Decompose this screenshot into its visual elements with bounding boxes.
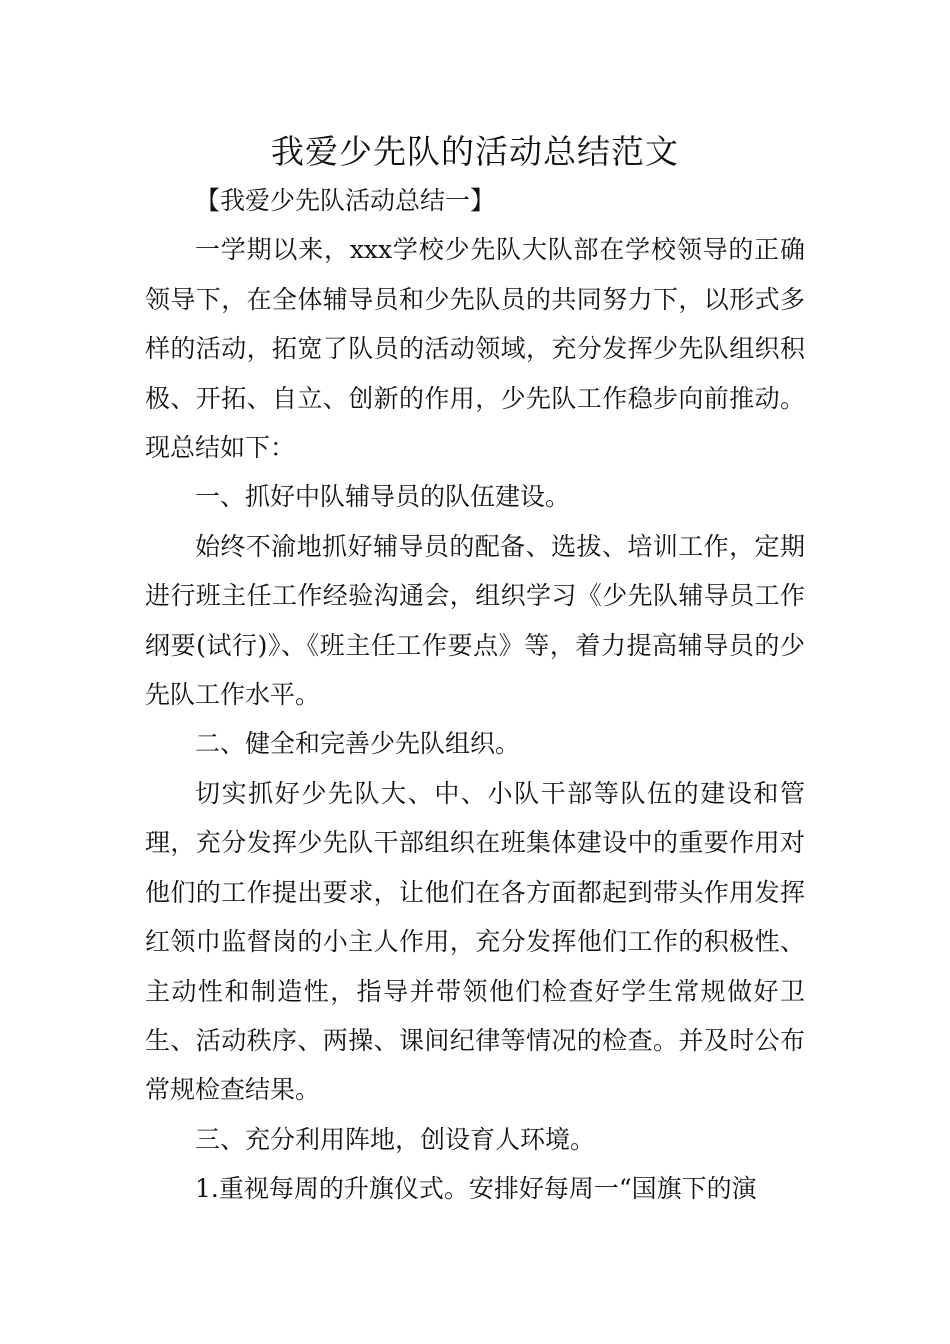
document-body <box>145 176 805 1214</box>
section-heading-2: 二、健全和完善少先队组织。 <box>195 729 521 759</box>
section-heading-summary-one: 【我爱少先队活动总结一】 <box>195 186 496 215</box>
section-heading-1: 一、抓好中队辅导员的队伍建设。 <box>195 482 571 512</box>
paragraph-intro: 一学期以来，xxx学校少先队大队部在学校领导的正确领导下，在全体辅导员和少先队员的共同努力下，以形式多样的活动，拓宽了队员的活动领域，充分发挥少先队组织积极、开拓、自立、创新的作用，少先队工作稳步向前推动。现总结如下： <box>145 235 805 463</box>
paragraph-counselor-training: 始终不渝地抓好辅导员的配备、选拔、培训工作，定期进行班主任工作经验沟通会，组织学习《少先队辅导员工作纲要(试行)》、《班主任工作要点》等，着力提高辅导员的少先队工作水平。 <box>145 531 805 710</box>
paragraph-flag-ceremony: 1.重视每周的升旗仪式。安排好每周一“国旗下的演 <box>195 1174 757 1204</box>
document-title: 我爱少先队的活动总结范文 <box>271 132 679 171</box>
section-heading-3: 三、充分利用阵地，创设育人环境。 <box>195 1124 596 1154</box>
paragraph-organization: 切实抓好少先队大、中、小队干部等队伍的建设和管理，充分发挥少先队干部组织在班集体建设中的重要作用对他们的工作提出要求，让他们在各方面都起到带头作用发挥红领巾监督岗的小主人作用，充分发挥他们工作的积极性、主动性和制造性，指导并带领他们检查好学生常规做好卫生、活动秩序、两操、课间纪律等情况的检查。并及时公布常规检查结果。 <box>145 778 805 1105</box>
